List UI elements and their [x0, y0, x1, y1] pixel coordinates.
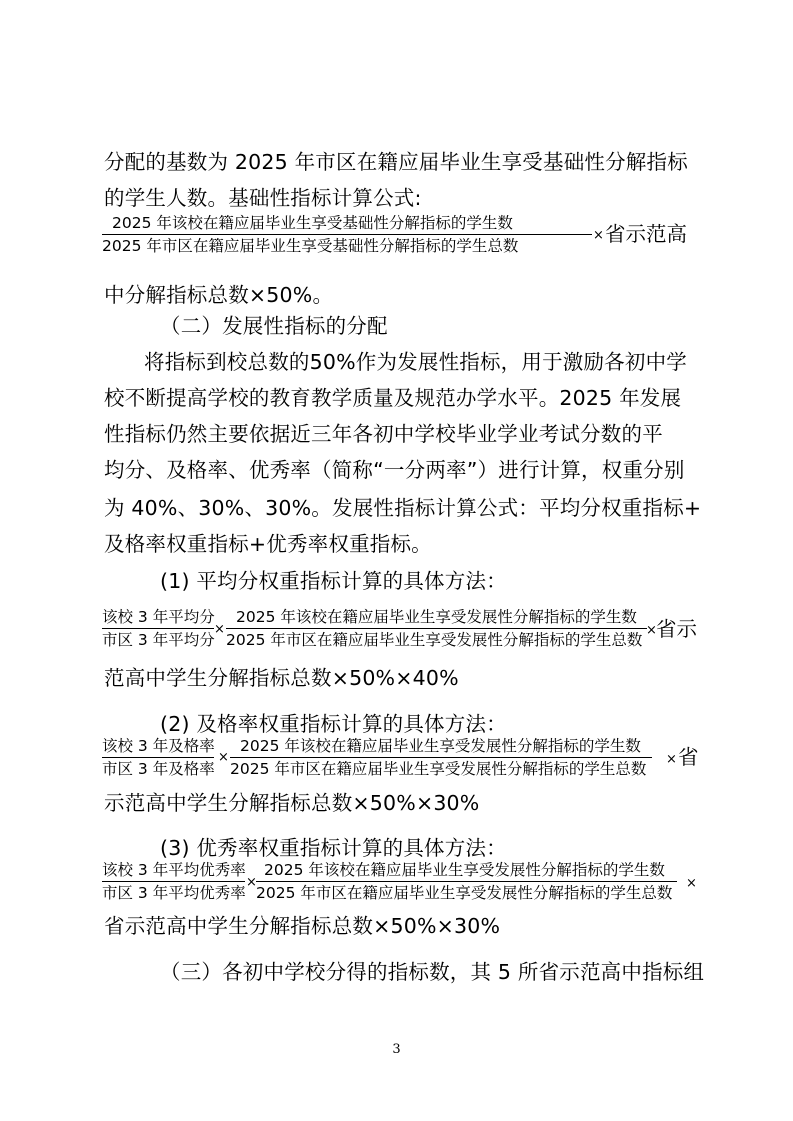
multiply-sign: ×: [593, 228, 604, 243]
multiply-sign: ×: [214, 622, 225, 637]
body-line: 均分、及格率、优秀率（简称“一分两率”）进行计算，权重分别: [104, 458, 685, 482]
fraction-bar: [256, 881, 677, 882]
fraction-bar: [102, 757, 214, 758]
formula-denominator: 2025 年市区在籍应届毕业生享受基础性分解指标的学生总数: [102, 237, 519, 255]
fraction-bar: [102, 881, 245, 882]
body-line: 分配的基数为 2025 年市区在籍应届毕业生享受基础性分解指标: [104, 150, 688, 174]
body-line: 将指标到校总数的50%作为发展性指标，用于激励各初中学: [144, 350, 687, 374]
formula-tail: 省: [678, 745, 699, 769]
multiply-sign: ×: [218, 750, 229, 765]
formula-basic: [102, 211, 702, 271]
subsection-title: (3) 优秀率权重指标计算的具体方法：: [160, 836, 507, 860]
multiply-sign: ×: [646, 623, 657, 638]
formula-numerator: 2025 年该校在籍应届毕业生享受基础性分解指标的学生数: [112, 214, 513, 232]
body-line: 校不断提高学校的教育教学质量及规范办学水平。2025 年发展: [104, 386, 682, 410]
body-line: 的学生人数。基础性指标计算公式:: [104, 186, 422, 210]
body-line: 省示范高中学生分解指标总数×50%×30%: [104, 914, 501, 938]
formula-numerator: 该校 3 年及格率: [102, 737, 215, 755]
multiply-sign: ×: [666, 752, 677, 767]
formula-tail: 省示: [656, 617, 697, 641]
body-line: 性指标仍然主要依据近三年各初中学校毕业学业考试分数的平: [104, 422, 663, 446]
formula-numerator: 2025 年该校在籍应届毕业生享受发展性分解指标的学生数: [236, 608, 637, 626]
body-line: 示范高中学生分解指标总数×50%×30%: [104, 791, 480, 815]
body-line: 中分解指标总数×50%。: [104, 283, 334, 307]
formula-denominator: 市区 3 年平均优秀率: [102, 884, 246, 902]
formula-numerator: 2025 年该校在籍应届毕业生享受发展性分解指标的学生数: [240, 737, 641, 755]
formula-tail: 省示范高: [605, 222, 687, 246]
subsection-title: (2) 及格率权重指标计算的具体方法：: [160, 712, 507, 736]
body-line: 为 40%、30%、30%。发展性指标计算公式：平均分权重指标+: [104, 496, 702, 520]
formula-numerator: 该校 3 年平均优秀率: [102, 861, 246, 879]
section-heading: （三）各初中学校分得的指标数，其 5 所省示范高中指标组: [160, 960, 705, 984]
multiply-sign: ×: [246, 875, 257, 890]
fraction-bar: [226, 628, 647, 629]
formula-denominator: 市区 3 年及格率: [102, 760, 215, 778]
section-heading: （二）发展性指标的分配: [160, 314, 388, 338]
subsection-title: (1) 平均分权重指标计算的具体方法：: [160, 569, 507, 593]
formula-numerator: 2025 年该校在籍应届毕业生享受发展性分解指标的学生数: [264, 861, 665, 879]
fraction-bar: [102, 234, 592, 235]
formula-pass-rate: [102, 736, 702, 786]
fraction-bar: [102, 628, 214, 629]
multiply-sign: ×: [686, 876, 697, 891]
formula-excellent-rate: [102, 860, 702, 910]
body-line: 范高中学生分解指标总数×50%×40%: [104, 666, 459, 690]
formula-denominator: 2025 年市区在籍应届毕业生享受发展性分解指标的学生总数: [256, 884, 673, 902]
formula-denominator: 2025 年市区在籍应届毕业生享受发展性分解指标的学生总数: [230, 760, 647, 778]
page-number: 3: [392, 1042, 401, 1057]
formula-denominator: 市区 3 年平均分: [102, 631, 215, 649]
formula-numerator: 该校 3 年平均分: [102, 608, 215, 626]
fraction-bar: [230, 757, 652, 758]
body-line: 及格率权重指标+优秀率权重指标。: [104, 532, 432, 556]
formula-denominator: 2025 年市区在籍应届毕业生享受发展性分解指标的学生总数: [226, 631, 643, 649]
formula-average-score: [102, 607, 702, 657]
